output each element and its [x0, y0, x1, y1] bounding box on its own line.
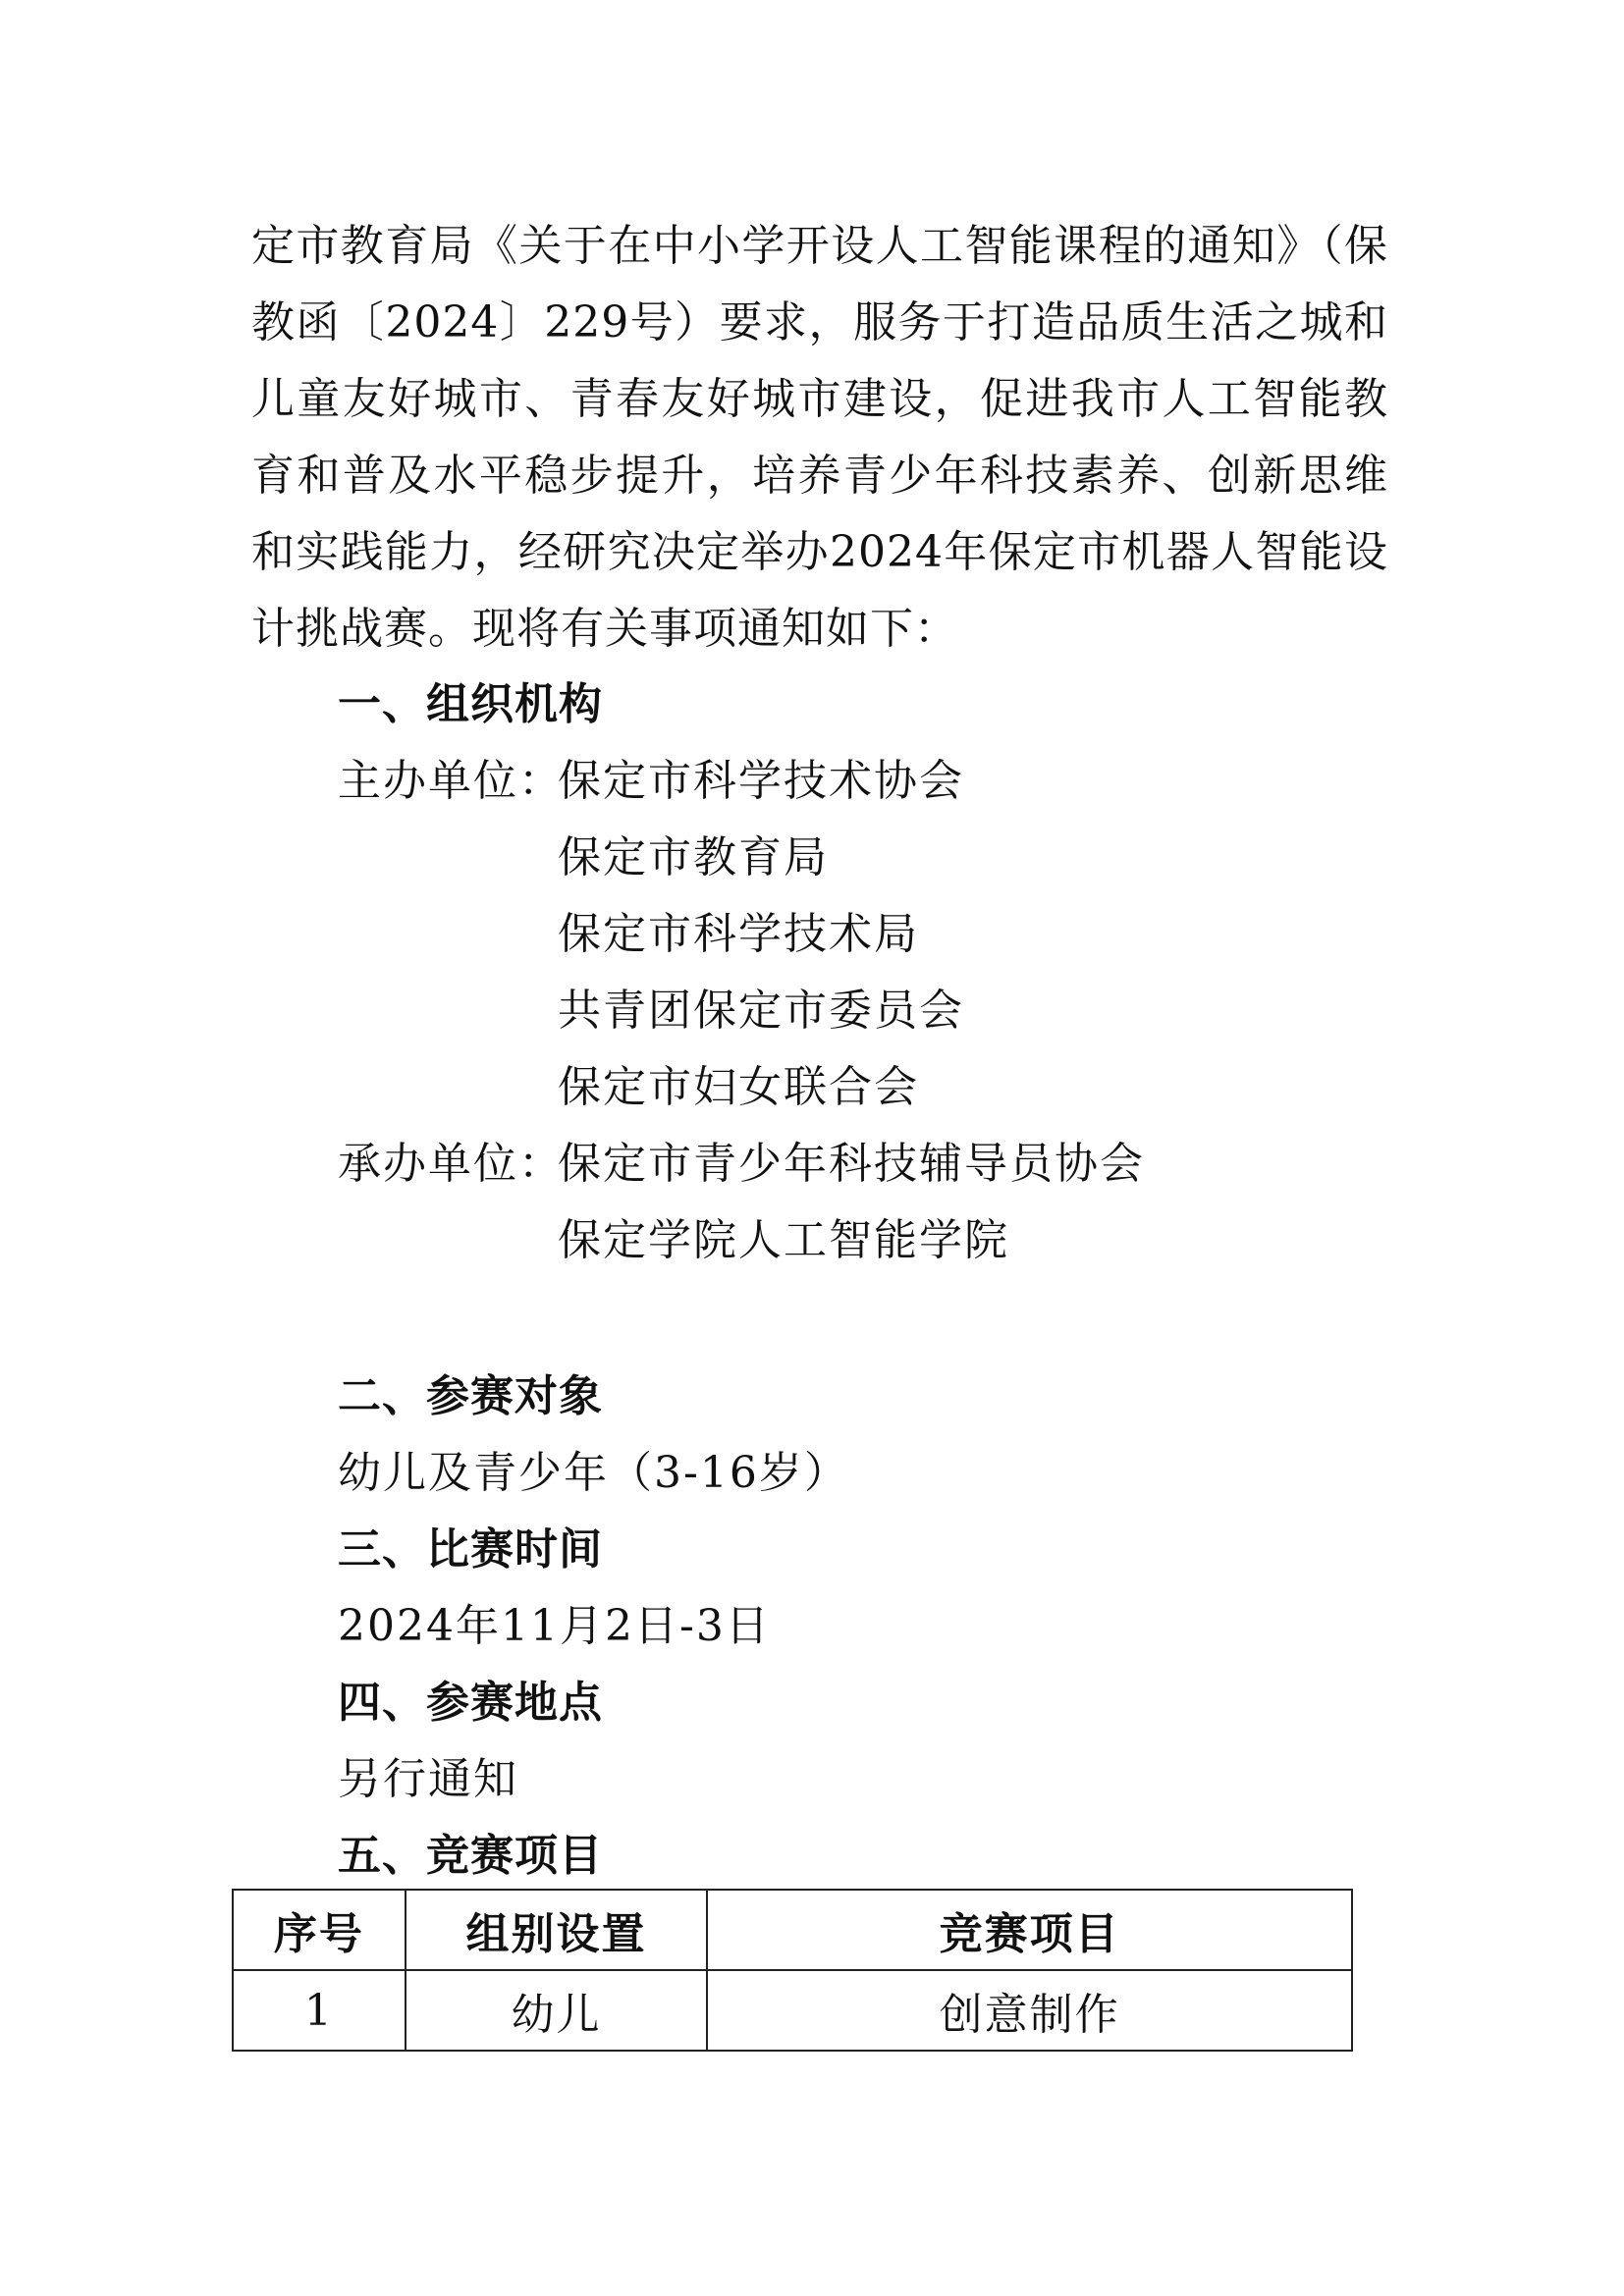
- host-org: 保定市妇女联合会: [558, 1062, 919, 1112]
- host-org: 保定市教育局: [558, 832, 829, 882]
- section-heading-events: 五、竞赛项目: [338, 1831, 603, 1881]
- host-org: 保定市科学技术局: [558, 909, 919, 959]
- table-row: [233, 1970, 1352, 2051]
- header-group: 组别设置: [406, 1890, 707, 1970]
- organizer-label: 承办单位：: [338, 1139, 564, 1189]
- section-heading-venue: 四、参赛地点: [338, 1678, 603, 1728]
- host-org: 保定市科学技术协会: [558, 756, 964, 806]
- cell-group: 幼儿: [406, 1970, 707, 2051]
- cell-index: 1: [233, 1970, 406, 2051]
- section-heading-time: 三、比赛时间: [338, 1524, 603, 1575]
- time-text: 2024年11月2日-3日: [338, 1601, 771, 1651]
- organizer-org: 保定市青少年科技辅导员协会: [558, 1139, 1145, 1189]
- section-heading-participants: 二、参赛对象: [338, 1371, 603, 1421]
- header-event: 竞赛项目: [707, 1890, 1352, 1970]
- table-header-row: [233, 1890, 1352, 1970]
- participants-text: 幼儿及青少年（3-16岁）: [338, 1448, 849, 1498]
- header-index: 序号: [233, 1890, 406, 1970]
- host-label: 主办单位：: [338, 756, 564, 806]
- organizer-org: 保定学院人工智能学院: [558, 1215, 1009, 1265]
- cell-event: 创意制作: [707, 1970, 1352, 2051]
- intro-paragraph: 定市教育局《关于在中小学开设人工智能课程的通知》（保教函〔2024〕229号）要求，服务于打造品质生活之城和儿童友好城市、青春友好城市建设，促进我市人工智能教育和普及水平稳步提升，培养青少年科技素养、创新思维和实践能力，经研究决定举办2024年保定市机器人智能设计挑战赛。现将有关事项通知如下：: [251, 221, 1388, 654]
- host-org: 共青团保定市委员会: [558, 986, 964, 1036]
- section-heading-organization: 一、组织机构: [338, 679, 603, 729]
- venue-text: 另行通知: [338, 1754, 518, 1804]
- events-table: [232, 1889, 1353, 2052]
